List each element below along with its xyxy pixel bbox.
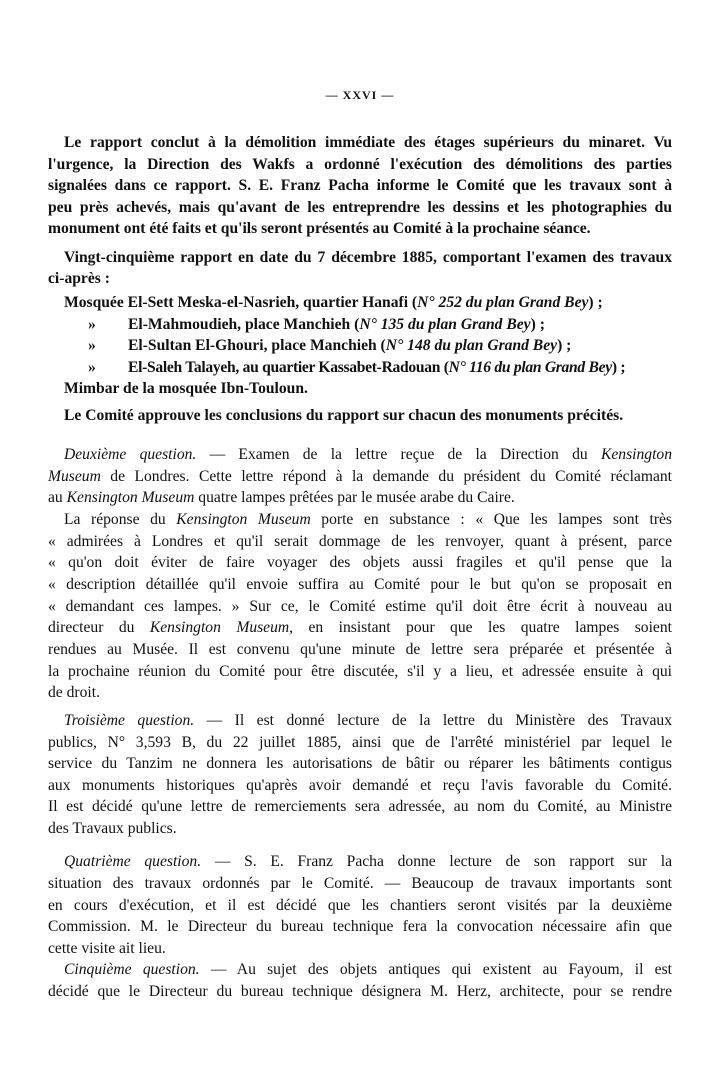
text-line: décidé que le Directeur du bureau technique désignera M. Herz, architecte, pour se rendre [48,983,672,1000]
list-item [128,315,545,335]
text-line: la prochaine réunion du Comité pour être discutée, s'il y a lieu, et adressée ensuite à qui [48,663,672,680]
text-line: monument ont été faits et qu'ils seront présentés au Comité à la prochaine séance. [48,220,591,237]
museum-name: Kensington [600,446,672,463]
text-span: de Londres. Cette lettre répond à la demande du président du Comité réclamant [100,468,672,485]
plan-reference: N° 135 du plan Grand Bey [359,316,531,333]
text-span: — Au sujet des objets antiques qui existent au Fayoum, il est [199,961,673,978]
text-line: en cours d'exécution, et il est décidé que les chantiers seront visités par la deuxième [48,897,672,914]
text-line [48,618,672,638]
text-span: au [48,489,67,506]
text-line [48,467,672,487]
text-line: rendues au Musée. Il est convenu qu'une minute de lettre sera préparée et présentée à [48,641,672,658]
question-heading: Troisième question. [64,712,195,729]
text-line [64,960,672,980]
list-item [128,358,625,378]
text-line: situation des travaux ordonnés par le Comité. — Beaucoup de travaux importants sont [48,875,672,892]
monument-name: El-Sultan El-Ghouri, place Manchieh ( [128,337,386,354]
punctuation: ) ; [530,316,545,333]
text-line [48,488,672,508]
museum-name: Kensington Museum [66,489,195,506]
question-heading: Deuxième question. [64,446,197,463]
text-span: directeur du [48,619,150,636]
text-line: « qu'on doit éviter de faire voyager des objets aussi fragiles et qu'il pense que la [48,554,672,571]
punctuation: ) ; [611,359,626,376]
text-line: signalées dans ce rapport. S. E. Franz Pacha informe le Comité que les travaux sont à [48,177,672,194]
text-line: ci-après : [48,270,110,287]
text-line: aux monuments historiques qu'après avoir demandé et reçu l'avis favorable du Comité. [48,777,672,794]
text-line: « admirées à Londres et qu'il serait dommage de les renvoyer, quant à présent, parce [48,533,672,550]
text-line: « demandant ces lampes. » Sur ce, le Comité estime qu'il doit être écrit à nouveau au [48,598,672,615]
text-line: cette visite ait lieu. [48,940,166,957]
punctuation: ) ; [557,337,572,354]
text-line: de droit. [48,684,100,701]
list-item: Mimbar de la mosquée Ibn-Touloun. [64,380,308,397]
plan-reference: N° 116 du plan Grand Bey [448,359,612,376]
text-span: La réponse du [64,511,177,528]
text-span: porte en substance : « Que les lampes sont très [310,511,672,528]
text-line [64,711,672,731]
text-line: Le rapport conclut à la démolition immédiate des étages supérieurs du minaret. Vu [64,134,672,151]
text-span: — Il est donné lecture de la lettre du Ministère des Travaux [194,712,672,729]
monument-name: El-Saleh Talayeh, au quartier Kassabet-Radouan ( [128,359,449,376]
text-line [64,852,672,872]
text-line: service du Tanzim ne donnera les autorisations de bâtir ou réparer les bâtiments contigus [48,755,672,772]
punctuation: ) ; [588,294,603,311]
monument-name: Mosquée El-Sett Meska-el-Nasrieh, quartier Hanafi ( [64,294,418,311]
text-line: « description détaillée qu'il envoie suffira au Comité pour le but qu'on se proposait en [48,576,672,593]
text-line [64,510,672,530]
text-line: l'urgence, la Direction des Wakfs a ordonné l'exécution des démolitions des parties [48,156,672,173]
museum-name: Museum [48,468,101,485]
ditto-mark: » [88,316,96,333]
text-line: peu près achevés, mais qu'avant de les entreprendre les dessins et les photographies du [48,199,672,216]
text-span: — Examen de la lettre reçue de la Direction du [196,446,601,463]
question-heading: Quatrième question. [64,853,202,870]
ditto-mark: » [88,359,96,376]
page-number-header: — XXVI — [325,88,395,102]
text-span: quatre lampes prêtées par le musée arabe du Caire. [194,489,515,506]
text-line: Commission. M. le Directeur du bureau technique fera la convocation nécessaire afin que [48,918,672,935]
plan-reference: N° 252 du plan Grand Bey [417,294,589,311]
text-span: — S. E. Franz Pacha donne lecture de son rapport sur la [201,853,672,870]
text-line: des Travaux publics. [48,820,177,837]
museum-name: Kensington Museum [176,511,311,528]
text-line: publics, N° 3,593 B, du 22 juillet 1885, ainsi que de l'arrêté ministériel par lequel le [48,734,672,751]
ditto-mark: » [88,337,96,354]
list-item [128,336,571,356]
text-line [64,445,672,465]
question-heading: Cinquième question. [64,961,200,978]
museum-name: Kensington Museum [149,619,290,636]
text-line: Il est décidé qu'une lettre de remerciements sera adressée, au nom du Comité, au Ministre [48,798,672,815]
text-line: Vingt-cinquième rapport en date du 7 décembre 1885, comportant l'examen des travaux [64,249,672,266]
list-item [64,293,672,313]
paragraph-approval: Le Comité approuve les conclusions du rapport sur chacun des monuments précités. [64,407,624,424]
plan-reference: N° 148 du plan Grand Bey [385,337,558,354]
text-span: , en insistant pour que les quatre lampes soient [289,619,672,636]
monument-name: El-Mahmoudieh, place Manchieh ( [128,316,360,333]
